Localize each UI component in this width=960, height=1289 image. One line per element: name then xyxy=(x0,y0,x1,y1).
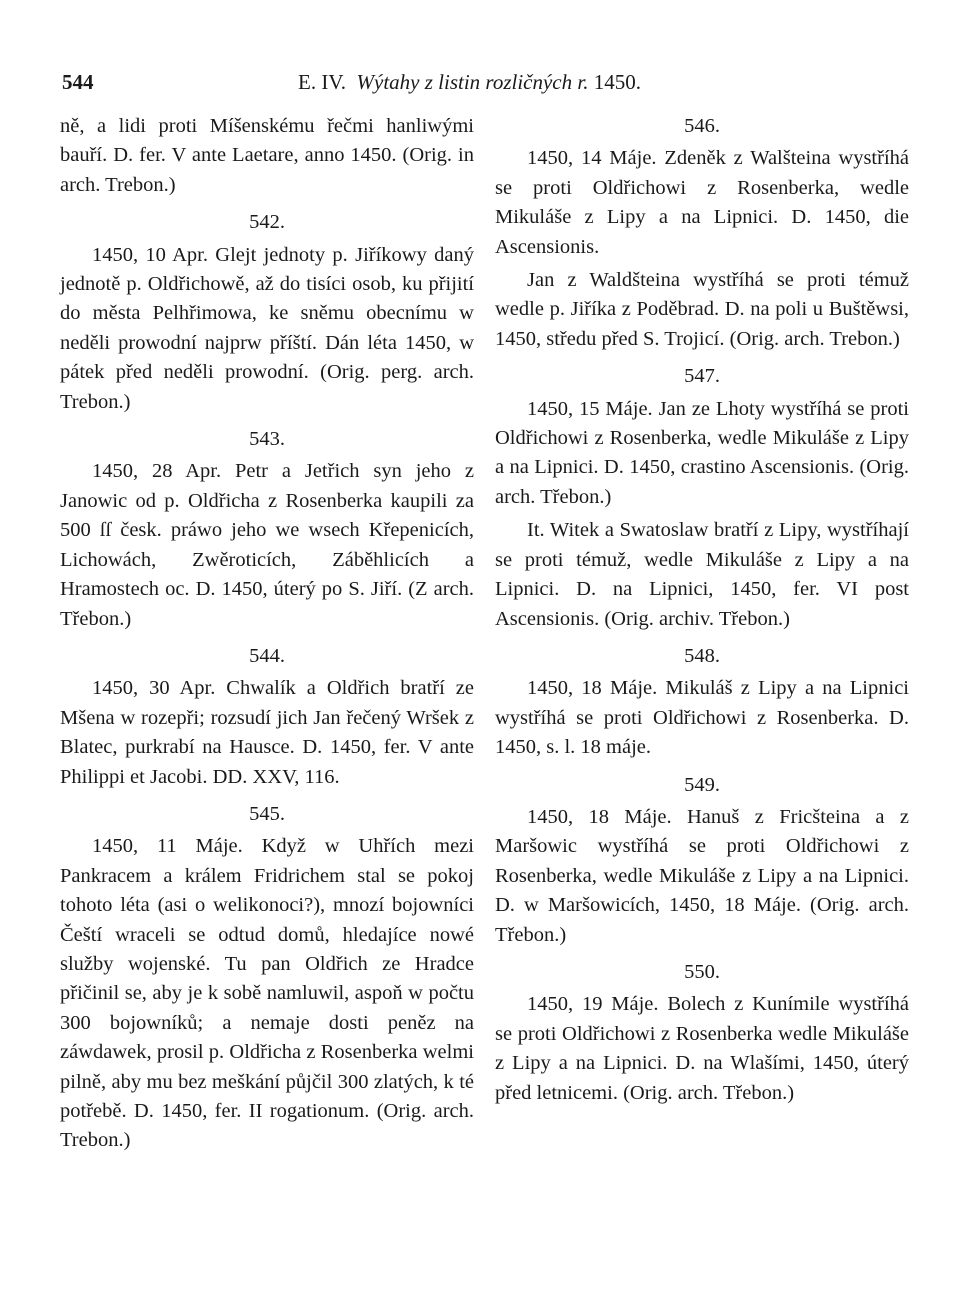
entry-number: 544. xyxy=(249,644,285,667)
entry-number: 543. xyxy=(249,428,285,451)
page-number: 544 xyxy=(62,70,94,94)
entry-text: 1450, 18 Máje. Mikuláš z Lipy a na Lipnici wystříhá se proti Oldřichowi z Rosenberka. D. 1450, s. l. 18 máje. xyxy=(495,677,909,759)
entry-542 xyxy=(60,208,474,417)
entry-text: 1450, 11 Máje. Když w Uhřích mezi Pankracem a králem Fridrichem stal se pokoj tohoto léta (asi o welikonoci?), mnozí bojowníci Čeští wraceli se odtud domů, hledajíce nowé služby wojenské. Tu pan Oldřich ze Hradce přičinil se, aby je k sobě namluwil, aspoň w počtu 300 bojowníků; a nemaje dosti peněz na záwdawek, prosil p. Oldřicha z Rosenberka welmi pilně, aby mu bez meškání půjčil 300 zlatých, k té potřebě. D. 1450, fer. II rogationum. (Orig. arch. Trebon.) xyxy=(60,835,474,1152)
entry-546 xyxy=(495,112,909,354)
entry-text: 1450, 18 Máje. Hanuš z Fricšteina a z Maršowic wystříhá se proti Oldřichowi z Rosenberka, wedle Mikuláše z Lipy a na Lipnici. D. w Maršowicích, 1450, 18 Máje. (Orig. arch. Třebon.) xyxy=(495,805,909,946)
entry-548 xyxy=(495,642,909,763)
entry-544 xyxy=(60,642,474,792)
running-head-year: 1450. xyxy=(593,70,641,94)
page-header xyxy=(62,64,898,100)
entry-text: 1450, 14 Máje. Zdeněk z Walšteina wystříhá se proti Oldřichowi z Rosenberka, wedle Mikuláše z Lipy a na Lipnici. D. 1450, die Ascensionis. xyxy=(495,147,909,258)
entry-text: 1450, 30 Apr. Chwalík a Oldřich bratří ze Mšena w rozepři; rozsudí jich Jan řečený Wršek z Blatec, purkrabí na Hausce. D. 1450, fer. V ante Philippi et Jacobi. DD. XXV, 116. xyxy=(60,677,474,788)
entry-550 xyxy=(495,958,909,1108)
running-head-title: Wýtahy z listin rozličných r. xyxy=(356,70,589,94)
entry-number: 547. xyxy=(684,365,720,388)
entry-number: 550. xyxy=(684,960,720,983)
continuation-text: ně, a lidi proti Míšenskému řečmi hanliwými bauří. D. fer. V ante Laetare, anno 1450. (Orig. in arch. Trebon.) xyxy=(60,115,474,196)
running-head-section: E. IV. xyxy=(298,70,347,94)
entry-text: 1450, 10 Apr. Glejt jednoty p. Jiříkowy daný jednotě p. Oldřichowě, až do tisíci osob, ku přijití do města Pelhřimowa, ke sněmu obecnímu w neděli prowodní najprw příští. Dán léta 1450, w pátek před neděli prowodní. (Orig. perg. arch. Trebon.) xyxy=(60,243,474,413)
right-column xyxy=(495,112,909,1108)
entry-number: 548. xyxy=(684,644,720,667)
entry-text: 1450, 19 Máje. Bolech z Kunímile wystříhá se proti Oldřichowi z Rosenberka wedle Mikuláše z Lipy a na Lipnici. D. na Wlašími, 1450, úterý před letnicemi. (Orig. arch. Třebon.) xyxy=(495,993,909,1104)
entry-number: 545. xyxy=(249,802,285,825)
entry-subparagraph: Jan z Waldšteina wystříhá se proti témuž wedle p. Jiříka z Poděbrad. D. na poli u Buštěwsi, 1450, středu před S. Trojicí. (Orig. arch. Trebon.) xyxy=(495,269,909,350)
entry-547 xyxy=(495,362,909,634)
entry-number: 542. xyxy=(249,211,285,234)
entry-549 xyxy=(495,771,909,950)
entry-number: 549. xyxy=(684,773,720,796)
entry-number: 546. xyxy=(684,115,720,137)
entry-545 xyxy=(60,800,474,1156)
entry-text: 1450, 15 Máje. Jan ze Lhoty wystříhá se proti Oldřichowi z Rosenberka, wedle Mikuláše z Lipy a na Lipnici. D. 1450, crastino Ascensionis. (Orig. arch. Třebon.) xyxy=(495,397,909,508)
entry-subparagraph: It. Witek a Swatoslaw bratří z Lipy, wystříhají se proti témuž, wedle Mikuláše z Lipy a na Lipnici. D. na Lipnici, 1450, fer. VI post Ascensionis. (Orig. archiv. Třebon.) xyxy=(495,519,909,630)
running-head xyxy=(298,64,641,100)
entry-text: 1450, 28 Apr. Petr a Jetřich syn jeho z Janowic od p. Oldřicha z Rosenberka kaupili za 500 ſſ česk. práwo jeho we wsech Křepenicích, Lichowách, Zwěroticích, Záběhlicích a Hramostech oc. D. 1450, úterý po S. Jiří. (Z arch. Třebon.) xyxy=(60,460,474,630)
entry-543 xyxy=(60,425,474,634)
left-column xyxy=(60,112,474,1156)
